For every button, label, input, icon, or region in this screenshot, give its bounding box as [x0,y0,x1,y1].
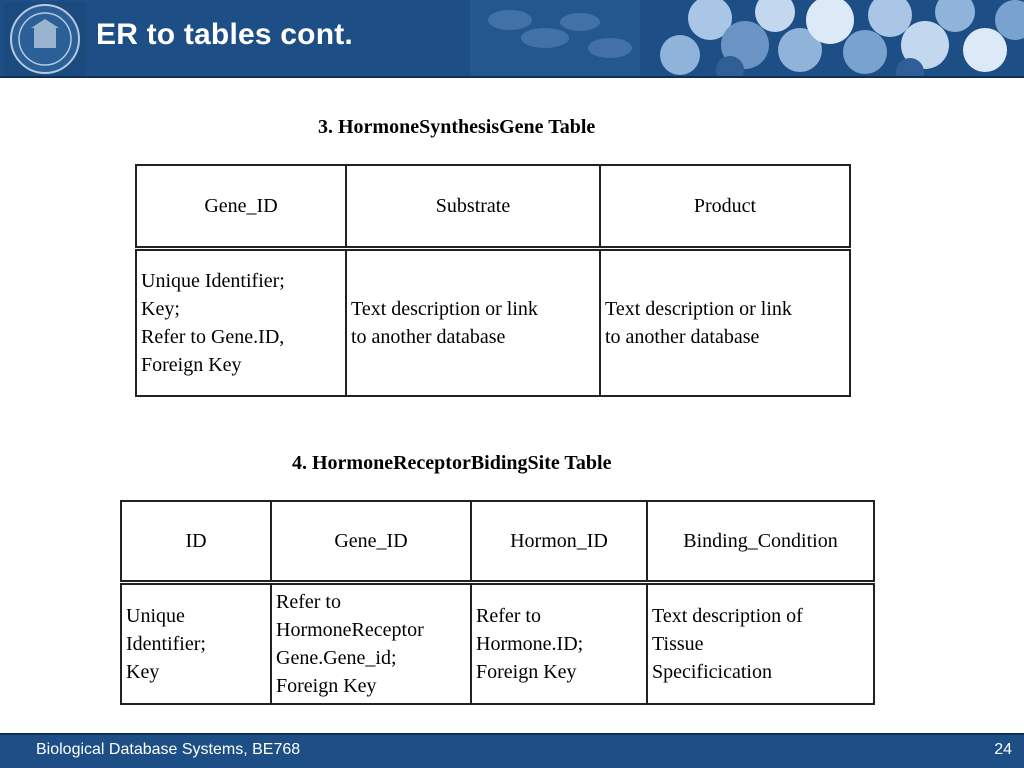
column-header: Binding_Condition [647,501,874,583]
table-cell: Refer to Hormone.ID; Foreign Key [471,583,647,705]
table-cell: Refer to HormoneReceptor Gene.Gene_id; Foreign Key [271,583,471,705]
column-header: ID [121,501,271,583]
table-header-row [121,501,874,583]
slide-header [0,0,1024,76]
table-header-row [136,165,850,249]
column-header: Hormon_ID [471,501,647,583]
footer-divider [0,733,1024,735]
slide-title: ER to tables cont. [96,18,353,51]
table-caption-hormone-synthesis-gene: 3. HormoneSynthesisGene Table [318,116,596,138]
slide-page-number: 24 [994,741,1012,758]
table-cell: Text description or link to another database [600,249,850,397]
hormone-receptor-binding-site-table [120,500,875,705]
table-cell: Unique Identifier; Key [121,583,271,705]
table-caption-hormone-receptor-binding-site: 4. HormoneReceptorBidingSite Table [292,452,612,474]
table-cell: Text description of Tissue Specificication [647,583,874,705]
column-header: Gene_ID [136,165,346,249]
university-seal-logo [4,2,86,76]
footer-course-label: Biological Database Systems, BE768 [36,741,301,758]
table-row [136,249,850,397]
column-header: Gene_ID [271,501,471,583]
molecule-banner-image [470,0,1024,76]
table-row [121,583,874,705]
table-cell: Unique Identifier; Key; Refer to Gene.ID, Foreign Key [136,249,346,397]
column-header: Substrate [346,165,600,249]
hormone-synthesis-gene-table [135,164,851,397]
column-header: Product [600,165,850,249]
table-cell: Text description or link to another database [346,249,600,397]
header-divider [0,76,1024,78]
